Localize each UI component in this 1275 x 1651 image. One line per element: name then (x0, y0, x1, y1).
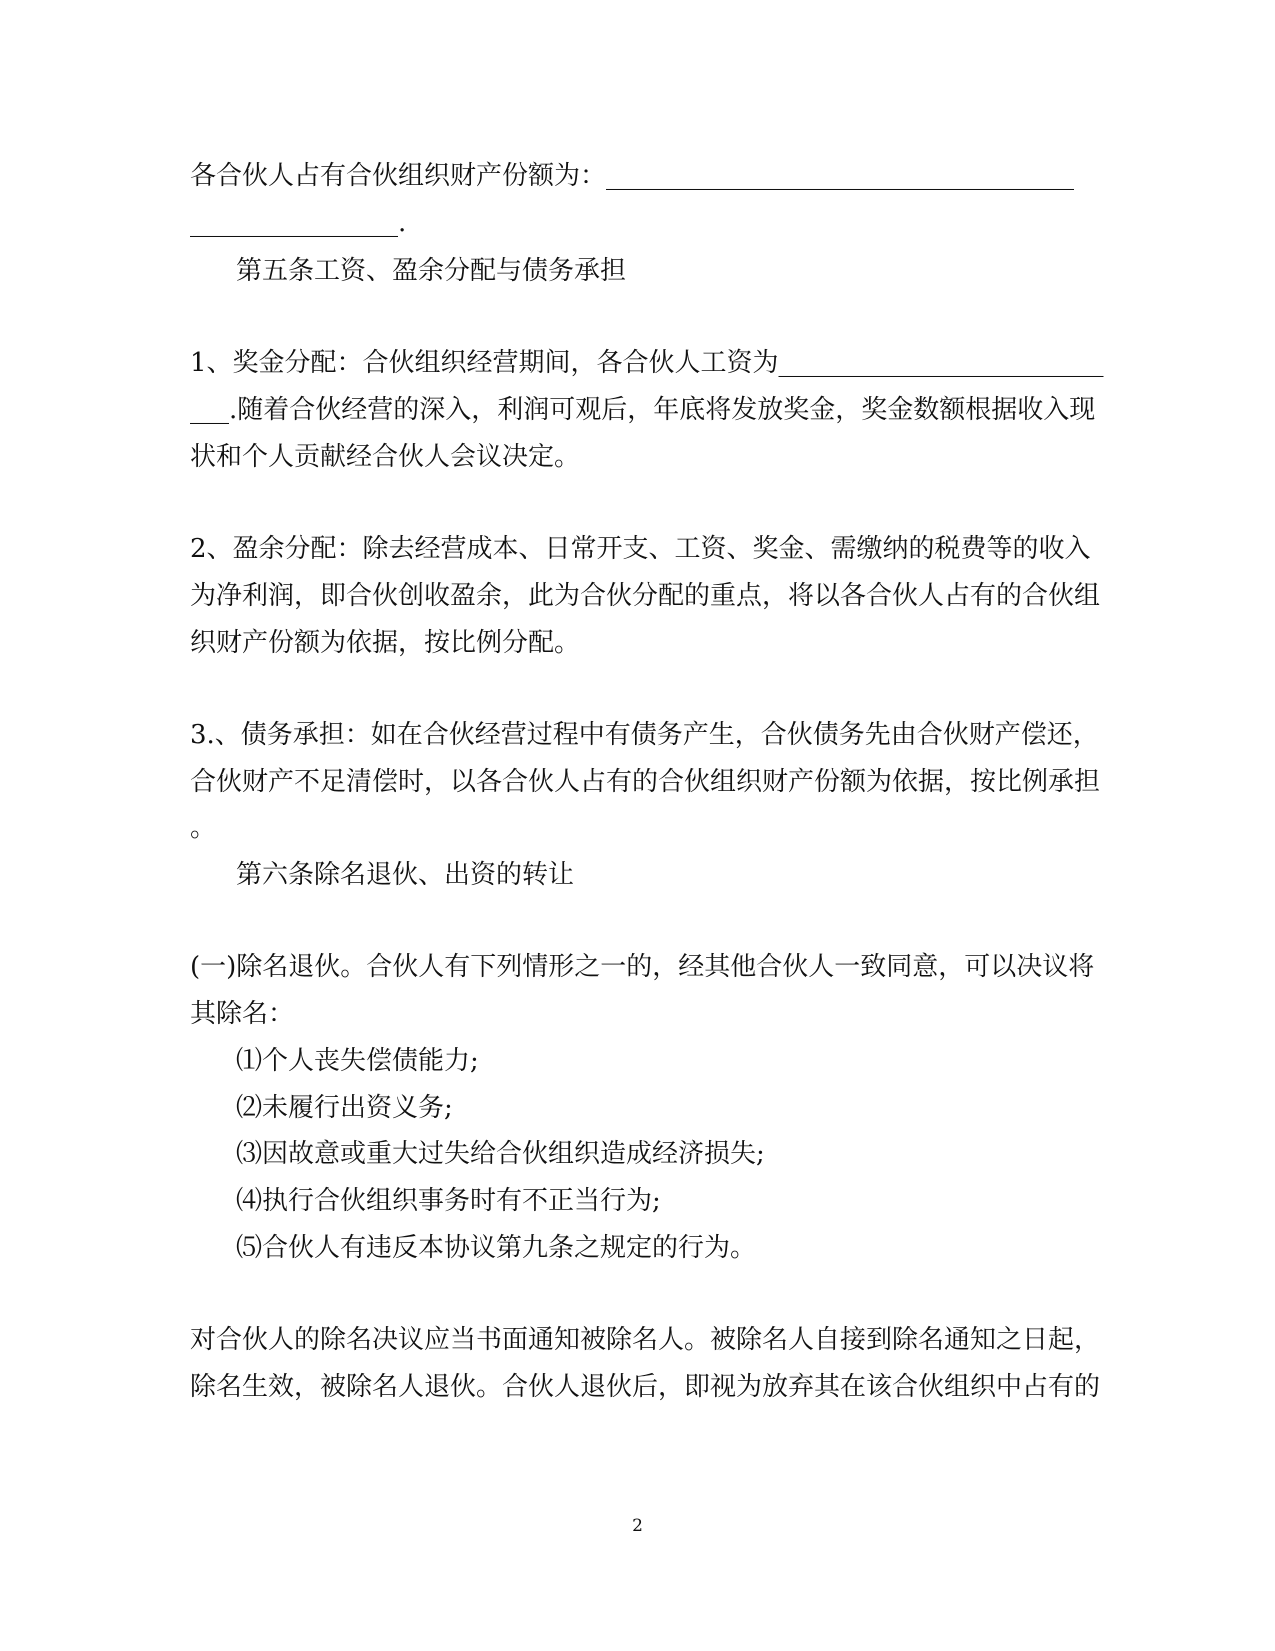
body-line: 其除名： (190, 999, 295, 1029)
section-heading: 第六条除名退伙、出资的转让 (236, 860, 575, 890)
body-line: 1、奖金分配：合伙组织经营期间，各合伙人工资为_________________________ (190, 348, 1104, 378)
body-line: ________________. (190, 208, 407, 238)
list-item: ⑴个人丧失偿债能力; (236, 1046, 479, 1076)
body-line: 织财产份额为依据，按比例分配。 (190, 628, 581, 658)
list-item: ⑵未履行出资义务; (236, 1093, 453, 1123)
body-line: (一)除名退伙。合伙人有下列情形之一的，经其他合伙人一致同意，可以决议将 (190, 952, 1095, 982)
body-line: 2、盈余分配：除去经营成本、日常开支、工资、奖金、需缴纳的税费等的收入 (190, 534, 1091, 564)
list-item: ⑸合伙人有违反本协议第九条之规定的行为。 (236, 1233, 757, 1263)
list-item: ⑶因故意或重大过失给合伙组织造成经济损失; (236, 1139, 765, 1169)
body-line: 对合伙人的除名决议应当书面通知被除名人。被除名人自接到除名通知之日起， (190, 1325, 1101, 1355)
body-line: ___.随着合伙经营的深入，利润可观后，年底将发放奖金，奖金数额根据收入现 (190, 395, 1096, 425)
body-line: 合伙财产不足清偿时，以各合伙人占有的合伙组织财产份额为依据，按比例承担 (190, 767, 1101, 797)
body-line: 。 (190, 813, 217, 843)
body-line: 除名生效，被除名人退伙。合伙人退伙后，即视为放弃其在该合伙组织中占有的 (190, 1372, 1101, 1402)
list-item: ⑷执行合伙组织事务时有不正当行为; (236, 1186, 661, 1216)
body-line: 为净利润，即合伙创收盈余，此为合伙分配的重点，将以各合伙人占有的合伙组 (190, 581, 1101, 611)
page-number: 2 (632, 1516, 643, 1536)
body-line: 3.、债务承担：如在合伙经营过程中有债务产生，合伙债务先由合伙财产偿还， (190, 720, 1099, 750)
body-line: 状和个人贡献经合伙人会议决定。 (190, 442, 581, 472)
body-line: 各合伙人占有合伙组织财产份额为：____________________________________ (190, 161, 1075, 191)
section-heading: 第五条工资、盈余分配与债务承担 (236, 256, 627, 286)
